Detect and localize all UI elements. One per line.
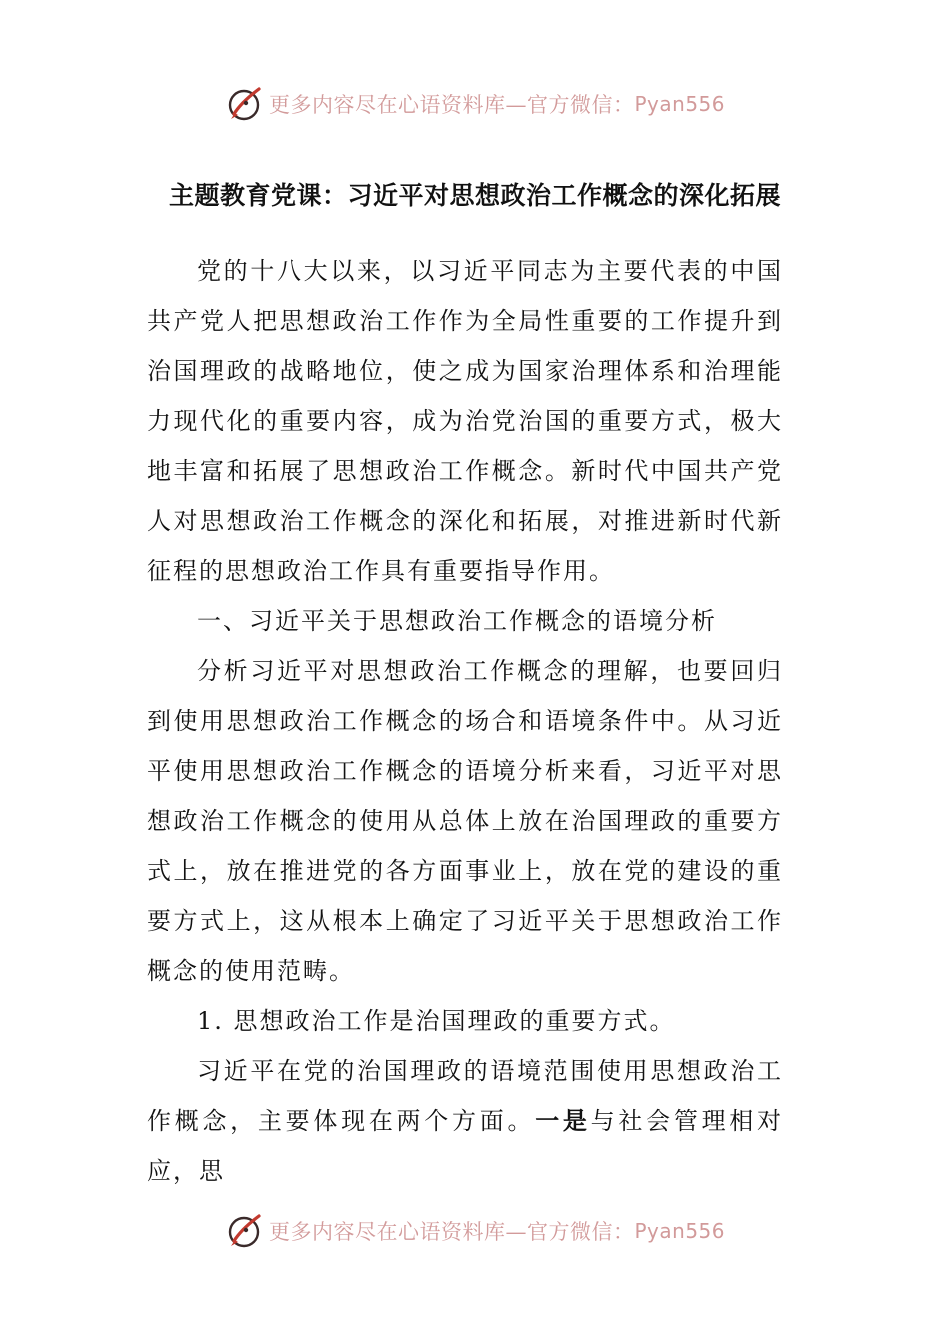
watermark-text: 更多内容尽在心语资料库—官方微信：: [268, 1220, 635, 1244]
paragraph-governance-text: 习近平在党的治国理政的语境范围使用思想政治工作概念，主要体现在两个方面。: [147, 1057, 783, 1135]
section-heading: 一、习近平关于思想政治工作概念的语境分析: [197, 607, 717, 635]
emphasis-first: 一是: [535, 1106, 591, 1135]
watermark-header: [0, 84, 950, 124]
paragraph-intro: 党的十八大以来，以习近平同志为主要代表的中国共产党人把思想政治工作作为全局性重要的工作提升到治国理政的战略地位，使之成为国家治理体系和治理能力现代化的重要内容，成为治党治国的重要方式，极大地丰富和拓展了思想政治工作概念。新时代中国共产党人对思想政治工作概念的深化和拓展，对推进新时代新征程的思想政治工作具有重要指导作用。: [147, 257, 783, 585]
watermark-wechat-id: Pyan556: [634, 92, 725, 116]
document-body: [147, 246, 783, 1196]
pen-logo-icon: [225, 84, 265, 124]
pen-logo-icon: [225, 1211, 265, 1251]
document-title: 主题教育党课：习近平对思想政治工作概念的深化拓展: [168, 181, 781, 210]
watermark-footer: [0, 1211, 950, 1251]
watermark-text: 更多内容尽在心语资料库—官方微信：: [268, 93, 635, 117]
paragraph-context: 分析习近平对思想政治工作概念的理解，也要回归到使用思想政治工作概念的场合和语境条件中。从习近平使用思想政治工作概念的语境分析来看，习近平对思想政治工作概念的使用从总体上放在治国理政的重要方式上，放在推进党的各方面事业上，放在党的建设的重要方式上，这从根本上确定了习近平关于思想政治工作概念的使用范畴。: [147, 657, 783, 985]
watermark-wechat-id: Pyan556: [634, 1219, 725, 1243]
paragraph-governance: [147, 1046, 783, 1196]
subheading-1: 1. 思想政治工作是治国理政的重要方式。: [197, 1007, 676, 1035]
paragraph-governance-rest: 与社会管理相对应，思: [147, 1107, 784, 1185]
